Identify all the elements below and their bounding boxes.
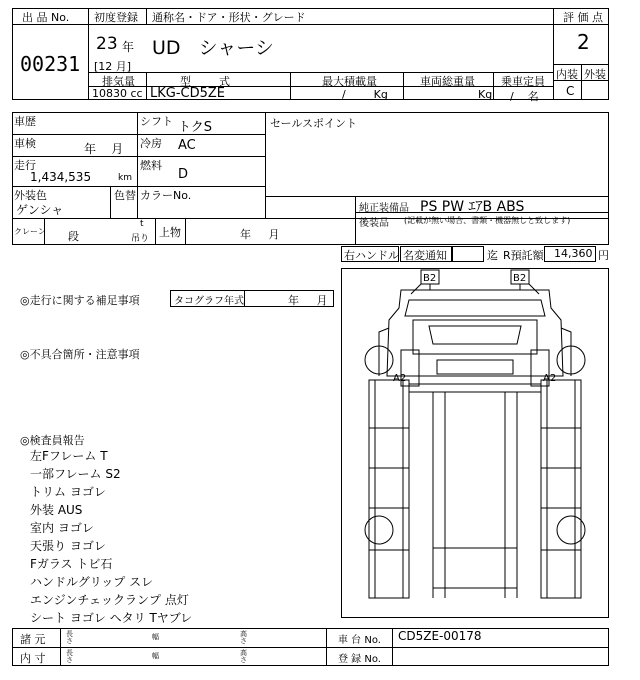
interior-score: C: [566, 84, 575, 98]
inspector-report-line: 外装 AUS: [30, 503, 83, 517]
inspector-report-line: シート ヨゴレ ヘタリ Tヤブレ: [30, 611, 193, 625]
crane-hang: 吊り: [131, 234, 150, 244]
length-label-1: 長さ: [66, 630, 73, 645]
height-label-2: 高さ: [240, 649, 247, 664]
mark-b2-left: B2: [423, 273, 437, 284]
lot-no: 00231: [20, 52, 81, 76]
model-name: UD シャーシ: [152, 37, 274, 59]
capacity-value: / 名: [510, 90, 539, 103]
chassis-label: 車 台 No.: [338, 635, 381, 646]
tacho-label: タコグラフ年式: [174, 296, 244, 307]
inspector-report-line: トリム ヨゴレ: [30, 485, 106, 499]
color-label: 外装色: [14, 189, 47, 202]
height-label-1: 高さ: [240, 630, 247, 645]
mark-b2-right: B2: [513, 273, 527, 284]
defects-label: ◎不具合箇所・注意事項: [20, 348, 140, 361]
gross-weight-value: Kg: [478, 88, 493, 101]
history-label: 車歴: [14, 115, 36, 128]
sales-point-label: セールスポイント: [270, 117, 358, 130]
ac-label: 冷房: [140, 137, 162, 150]
meter-change-label: 名変通知: [403, 249, 447, 262]
crane-t: t: [140, 219, 144, 229]
lot-no-label: 出 品 No.: [22, 11, 70, 24]
model-code: LKG-CD5ZE: [150, 86, 226, 101]
mileage-value: 1,434,535: [30, 170, 92, 184]
name-label: 通称名・ドア・形状・グレード: [152, 11, 306, 24]
interior-dims-label: 内 寸: [20, 652, 46, 665]
crane-label: クレーン: [14, 227, 46, 236]
exterior-label: 外装: [584, 68, 606, 81]
reg-month: [12 月]: [94, 60, 132, 73]
truck-chassis-diagram: [341, 268, 609, 618]
inspector-report-line: エンジンチェックランプ 点灯: [30, 593, 189, 607]
fuel-label: 燃料: [140, 159, 162, 172]
driving-notes-label: ◎走行に関する補足事項: [20, 294, 140, 307]
capacity-label: 乗車定員: [501, 75, 545, 88]
displacement-value: 10830 cc: [92, 87, 143, 100]
recycle-amount: 14,360: [554, 247, 593, 260]
mark-a2-right: A2: [543, 373, 557, 384]
inspector-report-line: 左Fフレーム T: [30, 449, 108, 463]
reg-year: 23: [96, 34, 118, 54]
color-change-label: 色替: [114, 189, 136, 202]
width-label-2: 幅: [152, 652, 159, 660]
chassis-no: CD5ZE-00178: [398, 629, 482, 643]
inspector-report-line: 天張り ヨゴレ: [30, 539, 106, 553]
shift-label: シフト: [140, 115, 173, 128]
equipment-label: 純正装備品: [359, 203, 409, 214]
inspector-report-line: 一部フレーム S2: [30, 467, 121, 481]
length-label-2: 長さ: [66, 649, 73, 664]
recycle-unit: 円: [598, 249, 609, 262]
max-load-label: 最大積載量: [322, 75, 377, 88]
color-code-label: カラーNo.: [140, 189, 192, 202]
inspector-report-line: ハンドルグリップ スレ: [30, 575, 154, 589]
inspector-report-line: Fガラス トビ石: [30, 557, 113, 571]
fuel-value: D: [178, 167, 189, 182]
displacement-label: 排気量: [102, 75, 135, 88]
rhd-label: 右ハンドル: [344, 249, 399, 262]
score: 2: [577, 30, 590, 54]
interior-label: 内装: [556, 68, 578, 81]
tacho-value: 年 月: [288, 294, 328, 307]
mark-a2-left: A2: [393, 373, 407, 384]
gross-weight-label: 車両総重量: [420, 75, 475, 88]
first-reg-label: 初度登録: [94, 11, 138, 24]
aftermarket-note: (記載が無い場合、書類・機器無しと致します): [404, 216, 571, 225]
width-label-1: 幅: [152, 633, 159, 641]
equipment-value: PS PW ｴｱB ABS: [420, 199, 525, 215]
score-label: 評 価 点: [563, 11, 603, 24]
inspector-report-line: 室内 ヨゴレ: [30, 521, 94, 535]
mileage-label: 走行: [14, 159, 36, 172]
color-value: ゲンシャ: [16, 203, 64, 217]
inspection-label: 車検: [14, 137, 36, 150]
aftermarket-label: 後装品: [359, 218, 389, 229]
reg-year-unit: 年: [122, 40, 135, 54]
mileage-unit: km: [118, 173, 132, 183]
recycle-label: R預託額: [503, 249, 544, 262]
shift-value: トクS: [178, 120, 212, 135]
upper-label: 上物: [159, 226, 181, 239]
model-code-label: 型 式: [180, 75, 230, 88]
upper-value: 年 月: [240, 228, 280, 241]
dims-label: 諸 元: [20, 633, 46, 646]
inspection-value: 年 月: [84, 142, 124, 156]
max-load-value: / Kg: [342, 88, 388, 101]
inspector-label: ◎検査員報告: [20, 434, 85, 447]
clip-label: 迄: [487, 249, 498, 262]
ac-value: AC: [178, 138, 196, 153]
crane-stage: 段: [68, 230, 79, 243]
reg-no-label: 登 録 No.: [338, 654, 381, 665]
